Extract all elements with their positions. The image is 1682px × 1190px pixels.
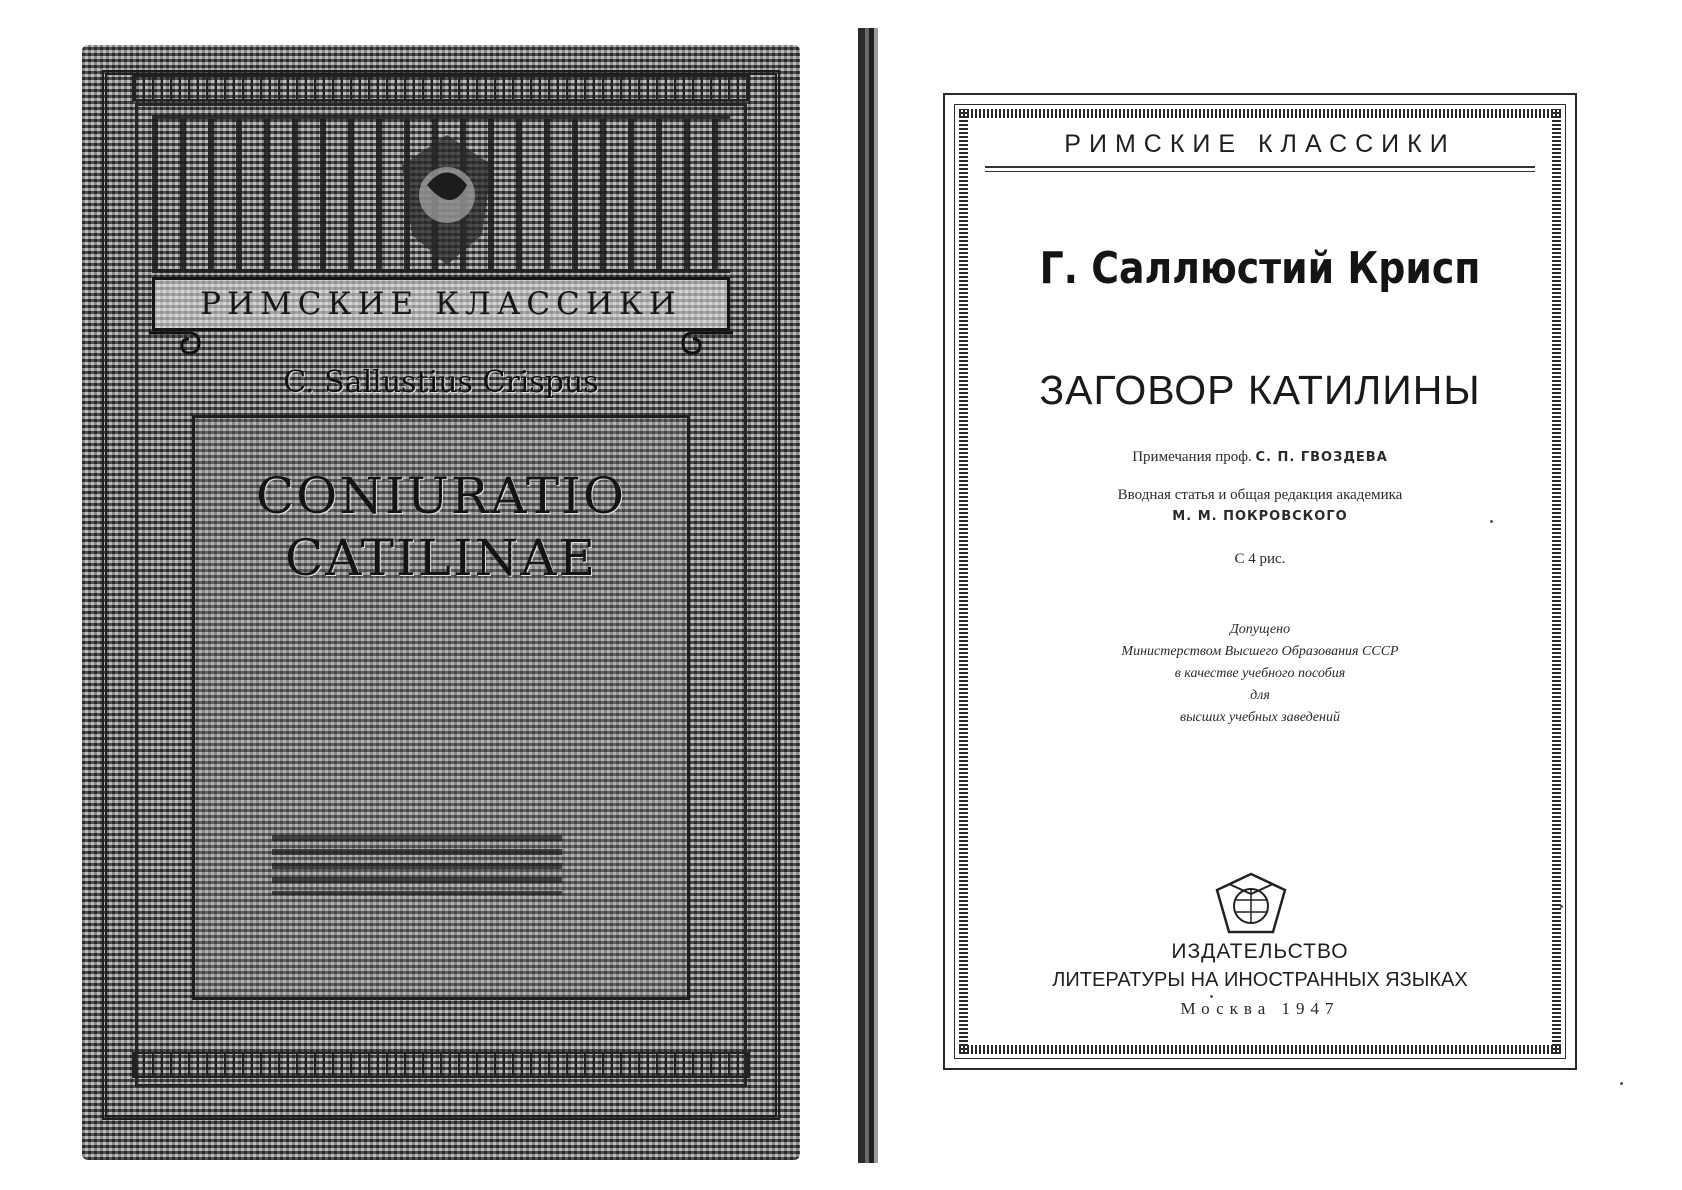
cover-publisher-text-illegible — [272, 835, 562, 895]
intro-credit-name: М. М. ПОКРОВСКОГО — [1172, 509, 1348, 524]
intro-credit: Вводная статья и общая редакция академика — [1117, 487, 1403, 503]
publisher-name-line2: ЛИТЕРАТУРЫ НА ИНОСТРАННЫХ ЯЗЫКАХ — [1052, 969, 1468, 991]
approval-statement — [965, 619, 1555, 729]
author-name: Г. Саллюстий Крисп — [1039, 243, 1481, 294]
approval-line: в качестве учебного пособия — [1174, 666, 1346, 681]
cover-author: C. Sallustius Crispus — [283, 365, 599, 400]
illustrations-note: С 4 рис. — [1234, 551, 1286, 567]
series-rule — [985, 171, 1535, 172]
title-page-bottom-border — [959, 1045, 1561, 1054]
cover-title — [192, 465, 690, 589]
approval-line: Министерством Высшего Образования СССР — [1121, 644, 1399, 659]
approval-line: Допущено — [1229, 622, 1291, 637]
book-title: ЗАГОВОР КАТИЛИНЫ — [1039, 367, 1481, 413]
notes-credit — [965, 449, 1555, 466]
cover-image — [82, 45, 800, 1160]
scroll-ornament-icon — [144, 323, 204, 363]
scroll-ornament-icon — [678, 323, 738, 363]
cover-title-line: CONIURATIO — [256, 467, 626, 525]
scan-speck — [1620, 1082, 1623, 1085]
city-year: Москва 1947 — [1180, 999, 1340, 1018]
publisher-name: ИЗДАТЕЛЬСТВО — [1171, 940, 1349, 963]
publisher-emblem-icon — [1211, 870, 1291, 940]
series-title: РИМСКИЕ КЛАССИКИ — [1064, 130, 1456, 158]
title-page-left-border — [959, 109, 968, 1054]
cover-emblem-icon — [382, 125, 512, 275]
approval-line: высших учебных заведений — [1180, 710, 1340, 725]
notes-credit-prefix: Примечания проф. — [1132, 449, 1252, 465]
cover-top-ornament-band — [132, 75, 750, 101]
title-page-right-border — [1552, 109, 1561, 1054]
scan-speck — [1490, 520, 1493, 523]
scan-speck — [1210, 995, 1213, 998]
cover-title-line: CATILINAE — [284, 529, 598, 587]
cover-bottom-ornament-band — [132, 1052, 750, 1078]
series-rule — [985, 166, 1535, 168]
notes-credit-name: С. П. ГВОЗДЕВА — [1255, 450, 1388, 465]
title-page — [943, 93, 1577, 1070]
cover-series-title: РИМСКИЕ КЛАССИКИ — [152, 277, 730, 331]
scan-speck — [1560, 905, 1563, 908]
title-page-top-border — [959, 109, 1561, 118]
approval-line: для — [1250, 688, 1270, 703]
book-spine — [858, 28, 878, 1163]
